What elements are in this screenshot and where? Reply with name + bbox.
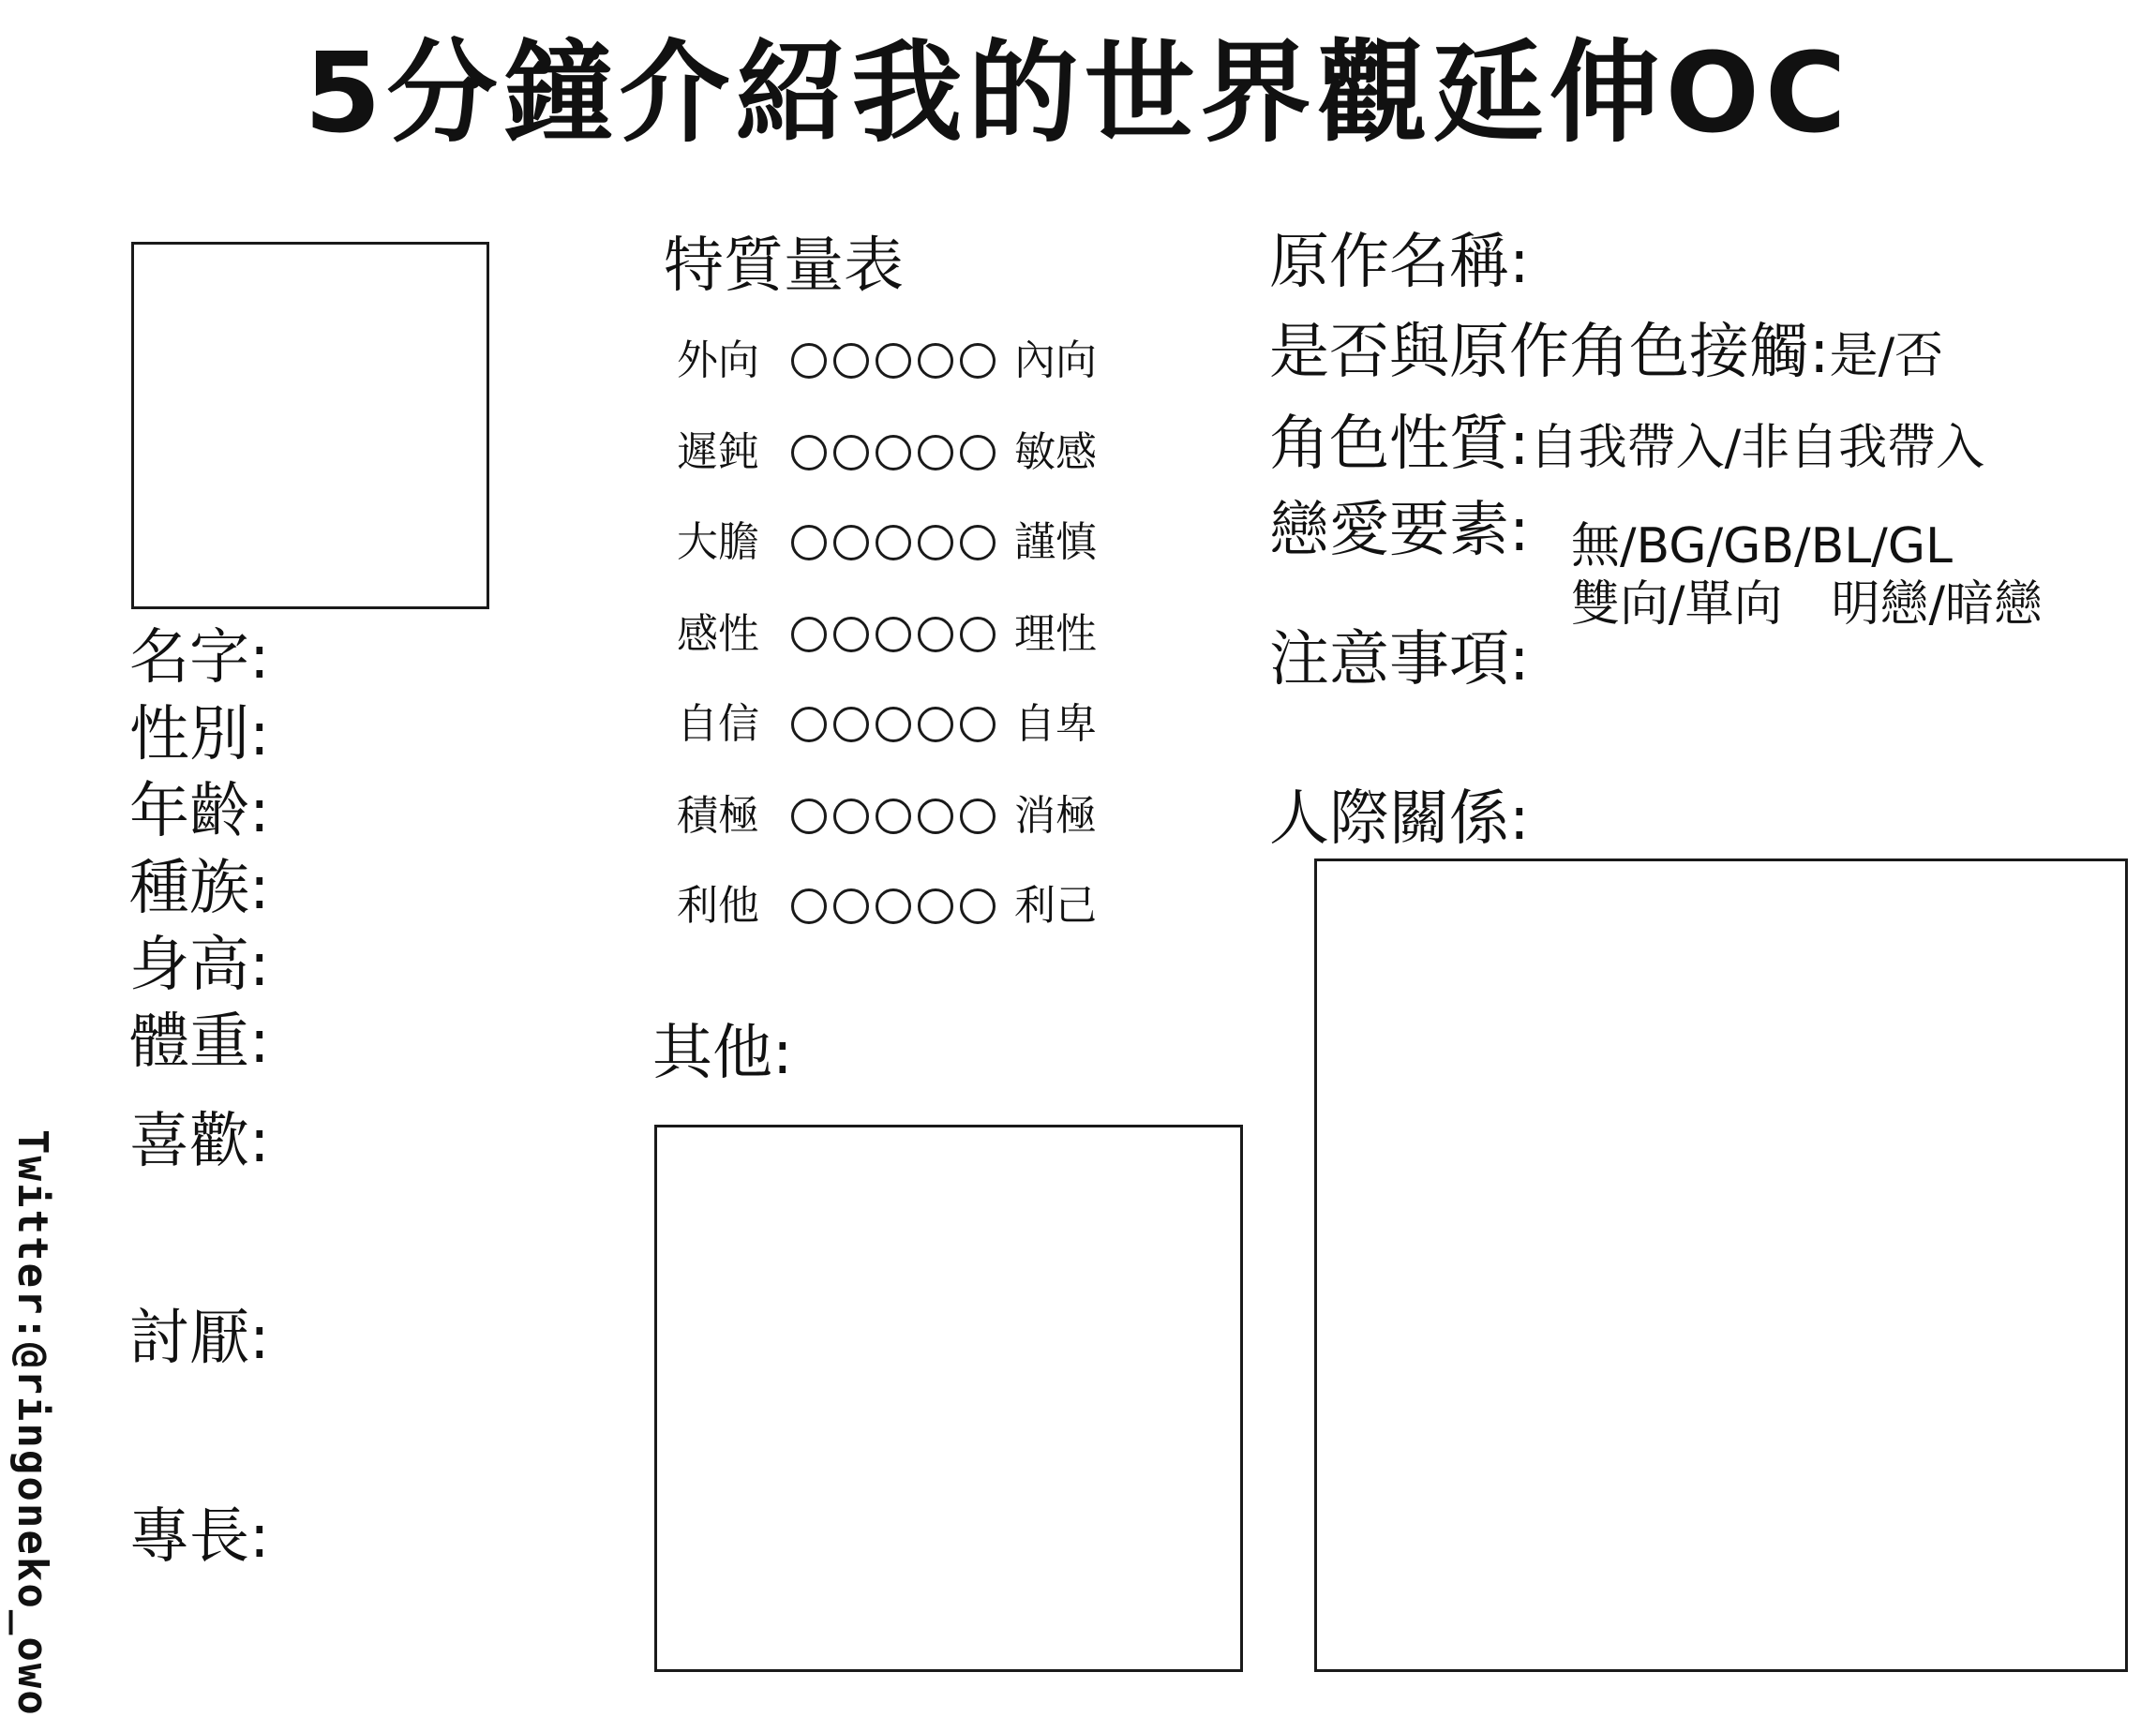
trait-options [791, 888, 996, 924]
trait-left-label: 感性 [677, 610, 759, 658]
source-title-label: 原作名稱: [1269, 228, 1530, 297]
trait-options [791, 343, 996, 379]
trait-option-circle[interactable] [833, 617, 869, 652]
trait-row [677, 609, 1117, 660]
dislikes-label: 討厭: [129, 1304, 270, 1373]
trait-option-circle[interactable] [960, 435, 996, 470]
trait-option-circle[interactable] [918, 888, 953, 924]
trait-option-circle[interactable] [918, 707, 953, 742]
romance-value-line2: 雙向/單向 明戀/暗戀 [1571, 576, 2044, 633]
trait-option-circle[interactable] [918, 435, 953, 470]
trait-row [677, 791, 1117, 842]
trait-option-circle[interactable] [876, 799, 911, 834]
field-gender-label: 性別: [129, 700, 270, 769]
trait-option-circle[interactable] [960, 888, 996, 924]
relations-box [1314, 858, 2128, 1672]
trait-option-circle[interactable] [960, 799, 996, 834]
trait-option-circle[interactable] [791, 707, 827, 742]
trait-row [677, 427, 1117, 478]
trait-option-circle[interactable] [791, 617, 827, 652]
trait-option-circle[interactable] [791, 435, 827, 470]
trait-option-circle[interactable] [833, 799, 869, 834]
trait-right-label: 敏感 [1014, 428, 1097, 476]
trait-option-circle[interactable] [876, 525, 911, 560]
trait-right-label: 內向 [1014, 336, 1097, 384]
trait-option-circle[interactable] [833, 525, 869, 560]
trait-option-circle[interactable] [876, 617, 911, 652]
other-label: 其他: [652, 1019, 793, 1088]
field-species-label: 種族: [129, 854, 270, 923]
trait-option-circle[interactable] [833, 435, 869, 470]
trait-options [791, 525, 996, 560]
trait-option-circle[interactable] [876, 435, 911, 470]
trait-option-circle[interactable] [960, 525, 996, 560]
relations-label: 人際關係: [1269, 784, 1530, 854]
trait-right-label: 謹慎 [1014, 518, 1097, 566]
field-name-label: 名字: [129, 623, 270, 693]
trait-option-circle[interactable] [918, 525, 953, 560]
credit-text: Twitter:@ringoneko_owo [8, 1129, 56, 1717]
trait-option-circle[interactable] [791, 525, 827, 560]
trait-option-circle[interactable] [833, 707, 869, 742]
trait-option-circle[interactable] [918, 617, 953, 652]
trait-right-label: 利己 [1014, 882, 1097, 930]
trait-option-circle[interactable] [960, 343, 996, 379]
trait-options [791, 435, 996, 470]
portrait-frame [131, 242, 489, 609]
field-age-label: 年齡: [129, 777, 270, 846]
trait-option-circle[interactable] [960, 707, 996, 742]
contact-line [1269, 318, 1944, 387]
trait-right-label: 消極 [1014, 792, 1097, 840]
trait-left-label: 自信 [677, 700, 759, 748]
other-box [654, 1125, 1243, 1672]
skills-label: 專長: [129, 1502, 270, 1572]
romance-label: 戀愛要素: [1269, 496, 1530, 565]
trait-left-label: 大膽 [677, 518, 759, 566]
trait-option-circle[interactable] [918, 799, 953, 834]
trait-option-circle[interactable] [833, 888, 869, 924]
trait-option-circle[interactable] [876, 888, 911, 924]
likes-label: 喜歡: [129, 1107, 270, 1176]
field-weight-label: 體重: [129, 1008, 270, 1077]
role-label: 角色性質: [1269, 410, 1530, 479]
role-line [1269, 410, 1985, 479]
trait-row [677, 881, 1117, 932]
traits-heading: 特質量表 [664, 231, 904, 301]
trait-left-label: 遲鈍 [677, 428, 759, 476]
trait-right-label: 理性 [1014, 610, 1097, 658]
romance-value-line1: 無/BG/GB/BL/GL [1571, 518, 1954, 575]
trait-option-circle[interactable] [791, 799, 827, 834]
trait-options [791, 617, 996, 652]
trait-option-circle[interactable] [876, 343, 911, 379]
trait-row [677, 336, 1117, 386]
trait-option-circle[interactable] [791, 343, 827, 379]
trait-option-circle[interactable] [791, 888, 827, 924]
trait-left-label: 外向 [677, 336, 759, 384]
trait-option-circle[interactable] [918, 343, 953, 379]
trait-row [677, 699, 1117, 750]
trait-options [791, 799, 996, 834]
contact-label: 是否與原作角色接觸: [1269, 318, 1830, 387]
trait-right-label: 自卑 [1014, 700, 1097, 748]
page-title: 5分鐘介紹我的世界觀延伸OC [304, 28, 1852, 157]
trait-options [791, 707, 996, 742]
trait-left-label: 利他 [677, 882, 759, 930]
trait-option-circle[interactable] [960, 617, 996, 652]
role-value: 自我帶入/非自我帶入 [1529, 420, 1985, 476]
contact-value: 是/否 [1829, 328, 1944, 384]
trait-option-circle[interactable] [876, 707, 911, 742]
trait-option-circle[interactable] [833, 343, 869, 379]
trait-left-label: 積極 [677, 792, 759, 840]
notes-label: 注意事項: [1269, 625, 1530, 694]
field-height-label: 身高: [129, 931, 270, 1000]
trait-row [677, 517, 1117, 568]
